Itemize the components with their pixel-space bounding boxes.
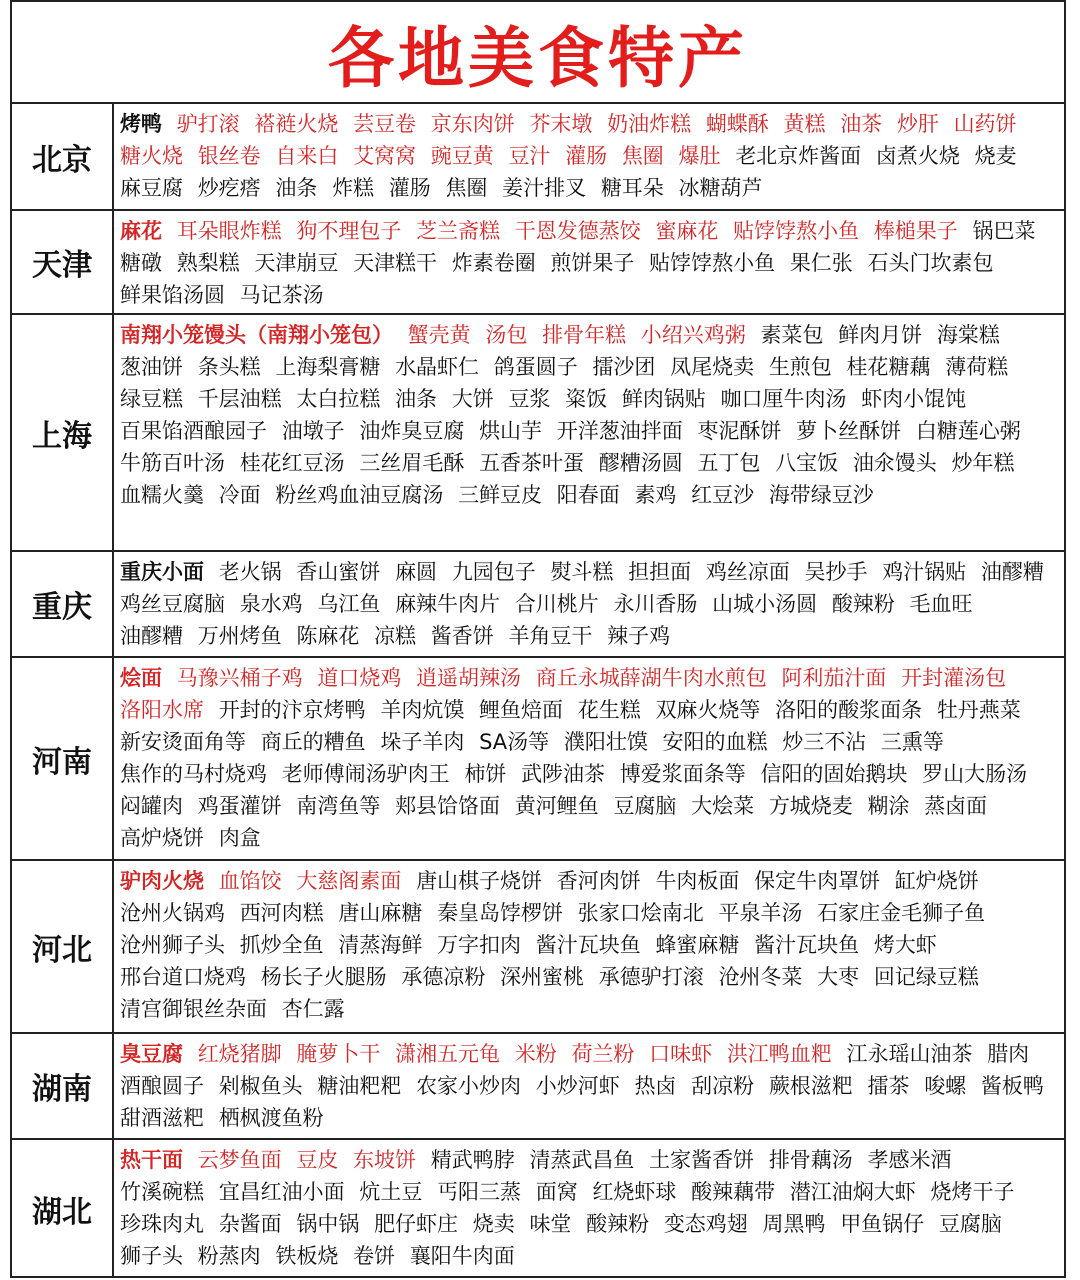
food-item: 缸炉烧饼: [894, 869, 979, 893]
food-item: 沧州冬菜: [718, 965, 803, 989]
food-item: 煎饼果子: [550, 251, 635, 275]
food-item: 三熏等: [880, 730, 944, 754]
food-item: 香山蜜饼: [296, 560, 381, 584]
food-item: 汤包: [485, 323, 528, 347]
food-item: 大饼: [451, 387, 494, 411]
food-item: 焦圈: [621, 144, 664, 168]
food-item: 狗不理包子: [296, 219, 402, 243]
food-item: 糖油粑粑: [317, 1074, 402, 1098]
food-item: 唐山棋子烧饼: [416, 869, 543, 893]
food-item: 咖口厘牛肉汤: [720, 387, 847, 411]
food-item: 唆螺: [924, 1074, 967, 1098]
food-item: 陈麻花: [296, 624, 360, 648]
food-item: 濮阳壮馍: [563, 730, 648, 754]
food-item: 冰糖葫芦: [678, 176, 763, 200]
region-row: [12, 552, 1064, 658]
food-item: 红豆沙: [691, 483, 755, 507]
food-item: 凉糕: [374, 624, 417, 648]
food-item: 酱板鸭: [980, 1074, 1044, 1098]
food-item: 剁椒鱼头: [218, 1074, 303, 1098]
food-item: 葱油饼: [120, 355, 183, 379]
food-item: 太白拉糕: [296, 387, 381, 411]
food-item: 酸辣藕带: [691, 1180, 776, 1204]
food-item: 洪江鸭血粑: [726, 1042, 832, 1066]
food-item: 麻花: [120, 219, 162, 243]
food-item: 羊角豆干: [508, 624, 593, 648]
food-item: 杨长子火腿肠: [260, 965, 387, 989]
food-item: 农家小炒肉: [416, 1074, 522, 1098]
food-item: 酸辣粉: [586, 1212, 650, 1236]
food-item: 肥仔虾庄: [374, 1212, 459, 1236]
food-item: 鲜肉月饼: [838, 323, 923, 347]
food-item: 丐阳三蒸: [437, 1180, 522, 1204]
food-item: 商丘的糟鱼: [260, 730, 366, 754]
food-item: SA汤等: [479, 730, 550, 754]
food-item: 鸽蛋圆子: [493, 355, 578, 379]
food-item: 道口烧鸡: [317, 666, 402, 690]
food-item: 八宝饭: [775, 451, 839, 475]
food-item: 万字扣肉: [437, 933, 522, 957]
food-item: 腌萝卜干: [296, 1042, 381, 1066]
food-item: 桂花糖藕: [846, 355, 931, 379]
food-item: 马记茶汤: [239, 283, 324, 307]
food-item: 清蒸海鲜: [338, 933, 423, 957]
food-item: 抓炒全鱼: [239, 933, 324, 957]
food-item: 甲鱼锅仔: [840, 1212, 925, 1236]
food-item: 竹溪碗糕: [120, 1180, 204, 1204]
food-item: 唐山麻糖: [338, 901, 423, 925]
food-item: 江永瑶山油茶: [846, 1042, 973, 1066]
food-item: 酱汁瓦块鱼: [754, 933, 860, 957]
food-item: 海带绿豆沙: [768, 483, 874, 507]
food-item: 京东肉饼: [430, 112, 515, 136]
food-item: 鸡汁锅贴: [882, 560, 967, 584]
food-item: 热卤: [634, 1074, 677, 1098]
food-item: 热干面: [120, 1148, 183, 1172]
food-item: 绿豆糕: [120, 387, 183, 411]
region-row: [12, 211, 1064, 315]
food-item: 醪糟汤圆: [598, 451, 683, 475]
food-item: 潜江油焖大虾: [789, 1180, 916, 1204]
food-item: 毛血旺: [909, 592, 973, 616]
food-item: 平泉羊汤: [718, 901, 803, 925]
food-item: 开洋葱油拌面: [556, 419, 683, 443]
food-item: 担担面: [628, 560, 692, 584]
food-item: 油条: [275, 176, 318, 200]
food-item: 炒三不沾: [782, 730, 867, 754]
region-foods: [114, 315, 1064, 550]
food-item: 荷兰粉: [571, 1042, 635, 1066]
food-item: 卤煮火烧: [875, 144, 960, 168]
region-name: 河南: [12, 658, 114, 859]
food-item: 烘山芋: [479, 419, 543, 443]
food-item: 精武鸭脖: [430, 1148, 515, 1172]
food-item: 枣泥酥饼: [697, 419, 782, 443]
food-item: 炸素卷圈: [451, 251, 536, 275]
food-item: 素菜包: [760, 323, 824, 347]
food-item: 排骨年糕: [542, 323, 627, 347]
food-item: 炕土豆: [359, 1180, 423, 1204]
region-foods: [114, 552, 1064, 656]
food-item: 博爱浆面条等: [619, 762, 746, 786]
food-item: 熨斗糕: [550, 560, 614, 584]
food-item: 清宫御银丝杂面: [120, 997, 267, 1021]
region-name: 北京: [12, 104, 114, 209]
food-item: 油氽馒头: [852, 451, 937, 475]
food-item: 方城烧麦: [768, 794, 853, 818]
food-item: 周黑鸭: [762, 1212, 826, 1236]
food-item: 双麻火烧等: [655, 698, 761, 722]
region-name: 湖南: [12, 1034, 114, 1138]
food-item: 姜汁排叉: [502, 176, 587, 200]
food-item: 刮凉粉: [691, 1074, 755, 1098]
food-item: 条头糕: [197, 355, 261, 379]
food-item: 洛阳的酸浆面条: [775, 698, 923, 722]
region-row: [12, 1140, 1064, 1278]
region-name: 河北: [12, 861, 114, 1032]
food-item: 杂酱面: [218, 1212, 282, 1236]
food-item: 鲤鱼焙面: [479, 698, 564, 722]
food-item: 百果馅酒酿园子: [120, 419, 267, 443]
food-item: 焦作的马村烧鸡: [120, 762, 267, 786]
food-item: 九园包子: [451, 560, 536, 584]
food-item: 逍遥胡辣汤: [416, 666, 522, 690]
food-item: 老火锅: [218, 560, 282, 584]
food-item: 千层油糕: [197, 387, 282, 411]
food-item: 面窝: [535, 1180, 578, 1204]
food-item: 甜酒滋粑: [120, 1106, 204, 1130]
food-item: 孝感米酒: [867, 1148, 952, 1172]
food-item: 泉水鸡: [239, 592, 303, 616]
food-item: 烧烤干子: [930, 1180, 1015, 1204]
food-item: 灌肠: [565, 144, 608, 168]
food-item: 味堂: [529, 1212, 572, 1236]
region-foods: [114, 658, 1064, 859]
food-item: 铁板烧: [275, 1244, 339, 1268]
food-item: 豆汁: [508, 144, 551, 168]
food-item: 水晶虾仁: [395, 355, 480, 379]
food-item: 土家酱香饼: [649, 1148, 755, 1172]
food-item: 豆腐脑: [938, 1212, 1002, 1236]
food-item: 冷面: [218, 483, 261, 507]
food-item: 山城小汤圆: [712, 592, 818, 616]
food-item: 擂沙团: [592, 355, 656, 379]
food-item: 银丝卷: [197, 144, 261, 168]
food-item: 蝴蝶酥: [705, 112, 769, 136]
food-item: 变态鸡翅: [663, 1212, 748, 1236]
food-item: 粉蒸肉: [197, 1244, 261, 1268]
food-item: 石家庄金毛狮子鱼: [817, 901, 986, 925]
food-item: 承德驴打滚: [598, 965, 704, 989]
food-item: 艾窝窝: [353, 144, 417, 168]
food-item: 烤鸭: [120, 112, 162, 136]
region-row: [12, 104, 1064, 211]
food-item: 米粉: [514, 1042, 557, 1066]
food-item: 麻辣牛肉片: [395, 592, 501, 616]
food-item: 黄河鲤鱼: [514, 794, 599, 818]
food-item: 虾肉小馄饨: [861, 387, 967, 411]
food-item: 蕨根滋粑: [768, 1074, 853, 1098]
food-item: 秦皇岛饽椤饼: [437, 901, 564, 925]
region-rows: [12, 104, 1064, 1278]
food-item: 安阳的血糕: [662, 730, 768, 754]
food-item: 回记绿豆糕: [873, 965, 979, 989]
food-item: 糖火烧: [120, 144, 183, 168]
food-item: 麻圆: [395, 560, 438, 584]
food-item: 马豫兴桶子鸡: [176, 666, 303, 690]
food-item: 杏仁露: [281, 997, 345, 1021]
food-item: 果仁张: [789, 251, 853, 275]
food-item: 吴抄手: [804, 560, 868, 584]
food-item: 芝兰斋糕: [416, 219, 501, 243]
food-item: 东坡饼: [353, 1148, 417, 1172]
food-item: 深州蜜桃: [500, 965, 585, 989]
food-item: 沧州火锅鸡: [120, 901, 225, 925]
food-item: 牛肉板面: [655, 869, 740, 893]
food-item: 乌江鱼: [317, 592, 381, 616]
food-item: 灌肠: [388, 176, 431, 200]
food-item: 三鲜豆皮: [458, 483, 543, 507]
region-foods: [114, 861, 1064, 1032]
food-item: 贴饽饽熬小鱼: [649, 251, 776, 275]
food-item: 鲜果馅汤圆: [120, 283, 225, 307]
food-item: 血糯火羹: [120, 483, 204, 507]
food-item: 花生糕: [577, 698, 641, 722]
food-item: 豆浆: [508, 387, 551, 411]
food-item: 天津崩豆: [254, 251, 339, 275]
food-item: 鸡丝凉面: [705, 560, 790, 584]
food-item: 蜂蜜麻糖: [655, 933, 740, 957]
food-item: 棒槌果子: [873, 219, 958, 243]
food-item: 保定牛肉罩饼: [754, 869, 881, 893]
food-item: 烧麦: [974, 144, 1017, 168]
region-name: 天津: [12, 211, 114, 313]
food-item: 烧卖: [472, 1212, 515, 1236]
region-foods: [114, 1034, 1064, 1138]
food-item: 驴肉火烧: [120, 869, 204, 893]
food-item: 信阳的固始鹅块: [760, 762, 908, 786]
food-item: 擂茶: [867, 1074, 910, 1098]
food-item: 糊涂: [867, 794, 910, 818]
food-item: 口味虾: [649, 1042, 713, 1066]
food-item: 耳朵眼炸糕: [176, 219, 282, 243]
region-name: 重庆: [12, 552, 114, 656]
food-item: 干恩发德蒸饺: [514, 219, 641, 243]
food-item: 凤尾烧卖: [670, 355, 755, 379]
page-title: 各地美食特产: [12, 2, 1064, 104]
food-item: 卷饼: [353, 1244, 396, 1268]
food-item: 清蒸武昌鱼: [529, 1148, 635, 1172]
food-item: 蒸卤面: [924, 794, 988, 818]
food-item: 阿利茄汁面: [781, 666, 887, 690]
food-item: 西河肉糕: [239, 901, 324, 925]
food-item: 芥末墩: [529, 112, 593, 136]
food-item: 粉丝鸡血油豆腐汤: [275, 483, 444, 507]
food-item: 羊肉炕馍: [380, 698, 465, 722]
food-item: 油条: [395, 387, 438, 411]
food-item: 合川桃片: [514, 592, 599, 616]
food-item: 高炉烧饼: [120, 826, 204, 850]
food-item: 闷罐肉: [120, 794, 183, 818]
food-item: 山药饼: [953, 112, 1017, 136]
food-item: 烤大虾: [873, 933, 937, 957]
food-item: 炒肝: [896, 112, 939, 136]
food-item: 驴打滚: [176, 112, 240, 136]
food-item: 开封灌汤包: [901, 666, 1007, 690]
food-item: 海棠糕: [936, 323, 1000, 347]
food-item: 鸡蛋灌饼: [197, 794, 282, 818]
food-item: 炒疙瘩: [197, 176, 261, 200]
food-item: 宜昌红油小面: [218, 1180, 345, 1204]
food-item: 褡裢火烧: [254, 112, 339, 136]
food-item: 云梦鱼面: [197, 1148, 282, 1172]
food-item: 肉盒: [218, 826, 261, 850]
food-item: 五香茶叶蛋: [479, 451, 585, 475]
food-item: 油茶: [840, 112, 883, 136]
food-item: 臭豆腐: [120, 1042, 183, 1066]
food-item: 桂花红豆汤: [239, 451, 345, 475]
food-item: 南翔小笼馒头（南翔小笼包）: [120, 323, 393, 347]
food-item: 牡丹燕菜: [936, 698, 1021, 722]
food-item: 牛筋百叶汤: [120, 451, 225, 475]
food-item: 洛阳水席: [120, 698, 204, 722]
food-item: 素鸡: [634, 483, 677, 507]
food-specialties-table: [10, 0, 1066, 1278]
food-item: 襄阳牛肉面: [409, 1244, 515, 1268]
food-item: 黄糕: [783, 112, 826, 136]
food-item: 白糖莲心粥: [915, 419, 1021, 443]
food-item: 大慈阁素面: [296, 869, 402, 893]
food-item: 柿饼: [464, 762, 507, 786]
region-row: [12, 658, 1064, 861]
food-item: 糖耳朵: [600, 176, 664, 200]
food-item: 老师傅闹汤驴肉王: [281, 762, 450, 786]
food-item: 罗山大肠汤: [922, 762, 1028, 786]
food-item: 酸辣粉: [831, 592, 895, 616]
food-item: 承德凉粉: [401, 965, 486, 989]
food-item: 麻豆腐: [120, 176, 183, 200]
food-item: 炒年糕: [951, 451, 1015, 475]
food-item: 珍珠肉丸: [120, 1212, 204, 1236]
food-item: 粢饭: [565, 387, 608, 411]
food-item: 上海梨膏糖: [275, 355, 381, 379]
food-item: 鲜肉锅贴: [621, 387, 706, 411]
region-name: 湖北: [12, 1140, 114, 1278]
food-item: 石头门坎素包: [867, 251, 994, 275]
region-foods: [114, 104, 1064, 209]
food-item: 熟梨糕: [176, 251, 240, 275]
food-item: 自来白: [275, 144, 339, 168]
food-item: 油醪糟: [980, 560, 1044, 584]
food-item: 南湾鱼等: [296, 794, 381, 818]
food-item: 栖枫渡鱼粉: [218, 1106, 324, 1130]
food-item: 锅中锅: [296, 1212, 360, 1236]
food-item: 油炸臭豆腐: [359, 419, 465, 443]
food-item: 垛子羊肉: [380, 730, 465, 754]
food-item: 糖礅: [120, 251, 162, 275]
food-item: 油墩子: [281, 419, 345, 443]
food-item: 腊肉: [987, 1042, 1030, 1066]
region-row: [12, 315, 1064, 552]
food-item: 鸡丝豆腐脑: [120, 592, 225, 616]
food-item: 豌豆黄: [430, 144, 494, 168]
food-item: 酒酿圆子: [120, 1074, 204, 1098]
food-item: 爆肚: [678, 144, 721, 168]
region-foods: [114, 211, 1064, 313]
food-item: 豆腐脑: [613, 794, 677, 818]
region-foods: [114, 1140, 1064, 1278]
food-item: 三丝眉毛酥: [359, 451, 465, 475]
food-item: 辣子鸡: [607, 624, 671, 648]
food-item: 商丘永城薛湖牛肉水煎包: [535, 666, 767, 690]
food-item: 红烧虾球: [592, 1180, 677, 1204]
food-item: 大烩菜: [691, 794, 755, 818]
food-item: 红烧猪脚: [197, 1042, 282, 1066]
food-item: 武陟油茶: [521, 762, 606, 786]
food-item: 邢台道口烧鸡: [120, 965, 246, 989]
food-item: 重庆小面: [120, 560, 204, 584]
food-item: 小绍兴鸡粥: [640, 323, 746, 347]
food-item: 张家口烩南北: [577, 901, 704, 925]
region-name: 上海: [12, 315, 114, 550]
food-item: 开封的汴京烤鸭: [218, 698, 366, 722]
food-item: 阳春面: [556, 483, 620, 507]
food-item: 永川香肠: [613, 592, 698, 616]
food-item: 奶油炸糕: [607, 112, 692, 136]
food-item: 沧州狮子头: [120, 933, 225, 957]
food-item: 芸豆卷: [353, 112, 417, 136]
food-item: 香河肉饼: [556, 869, 641, 893]
food-item: 蜜麻花: [655, 219, 719, 243]
food-item: 油醪糟: [120, 624, 183, 648]
food-item: 薄荷糕: [945, 355, 1009, 379]
food-item: 焦圈: [445, 176, 488, 200]
food-item: 万州烤鱼: [197, 624, 282, 648]
food-item: 锅巴菜: [972, 219, 1036, 243]
food-item: 天津糕干: [353, 251, 438, 275]
food-item: 豆皮: [296, 1148, 339, 1172]
food-item: 排骨藕汤: [768, 1148, 853, 1172]
food-item: 蟹壳黄: [407, 323, 471, 347]
food-item: 狮子头: [120, 1244, 183, 1268]
food-item: 贴饽饽熬小鱼: [733, 219, 860, 243]
food-item: 生煎包: [768, 355, 832, 379]
food-item: 炸糕: [332, 176, 375, 200]
food-item: 烩面: [120, 666, 162, 690]
food-item: 五丁包: [697, 451, 761, 475]
food-item: 老北京炸酱面: [735, 144, 862, 168]
food-item: 血馅饺: [218, 869, 282, 893]
food-item: 小炒河虾: [535, 1074, 620, 1098]
food-item: 潇湘五元龟: [395, 1042, 501, 1066]
food-item: 郏县饸饹面: [395, 794, 501, 818]
food-item: 萝卜丝酥饼: [796, 419, 902, 443]
region-row: [12, 1034, 1064, 1140]
food-item: 大枣: [817, 965, 860, 989]
region-row: [12, 861, 1064, 1034]
food-item: 酱香饼: [430, 624, 494, 648]
food-item: 新安烫面角等: [120, 730, 246, 754]
food-item: 酱汁瓦块鱼: [535, 933, 641, 957]
